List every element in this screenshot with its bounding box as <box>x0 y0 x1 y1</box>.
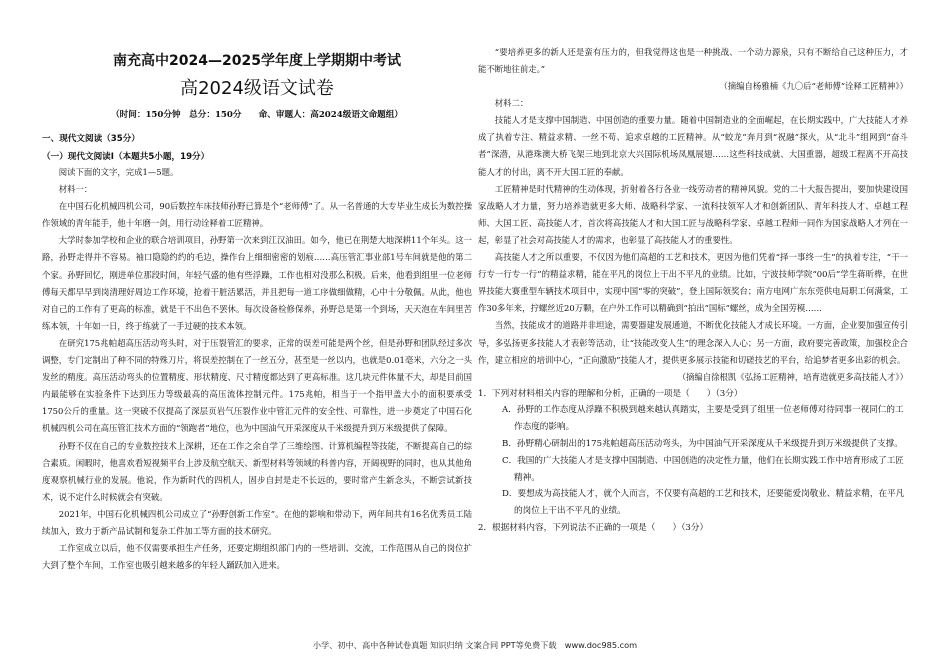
option-d[interactable] <box>500 486 908 520</box>
option-text: 孙野的工作态度从浮躁不积极到越来越认真踏实，主要是受到了组里一位老师傅对待同事一视同仁的工作态度的影响。 <box>514 405 904 433</box>
exam-title: 南充高中2024—2025学年度上学期期中考试 <box>113 53 401 69</box>
material2-paragraph: 工匠精神是时代精神的生动体现，折射着各行各业一线劳动者的精神风貌。党的二十大报告提出，要加快建设国家战略人才力量，努力培养造就更多大师、战略科学家、一流科技领军人才和创新团队、青年科技人才、卓越工程师、大国工匠、高技能人才，首次将高技能人才和大国工匠与战略科学家、卓越工程师一同作为国家战略人才列在一起，彰显了社会对高技能人才的需求，也彰显了高技能人才的重要性。 <box>478 183 908 245</box>
material2-source: （摘编自徐根凯《弘扬工匠精神，培育造就更多高技能人才》） <box>677 371 908 382</box>
question-2-stem: 2．根据材料内容，下列说法不正确的一项是（ ）（3分） <box>478 523 709 534</box>
option-text: 孙野精心研制出的175兆帕超高压活动弯头，为中国油气开采深度从千米级提升到万米级提供了支撑。 <box>516 439 903 450</box>
question-1-stem: 1．下列对材料相关内容的理解和分析，正确的一项是（ ）（3分） <box>478 388 743 399</box>
question-1-options <box>478 402 908 520</box>
material1-paragraph: 2021年，中国石化机械四机公司成立了“孙野创新工作室”。在他的影响和带动下，两年间共有16名优秀员工陆续加入，致力于新产品试制和复杂工件加工等方面的技术研究。 <box>42 508 472 536</box>
right-column <box>478 0 908 671</box>
material2-paragraph: 技能人才是支撑中国制造、中国创造的重要力量。随着中国制造业的全面崛起，在长期实践中，广大技能人才养成了执着专注、精益求精、一丝不苟、追求卓越的工匠精神。从“蛟龙”奔月到“祝融”探火，从“北斗”组网到“奋斗者”深潜，从港珠澳大桥飞架三地到北京大兴国际机场凤凰展翅……这些科技成就、大国重器，超级工程离不开高技能人才的付出，离不开大国工匠的奉献。 <box>478 115 908 177</box>
exam-meta: （时间：150分钟 总分：150分 命、审题人：高2024级语文命题组） <box>111 110 403 120</box>
quote-source: （摘编自杨雅楠《九〇后“老师傅”诠释工匠精神》） <box>719 81 908 92</box>
section-heading: 一、现代文阅读（35分） <box>42 134 140 144</box>
option-c[interactable] <box>500 453 908 487</box>
option-text: 我国的广大技能人才是支撑中国制造、中国创造的决定性力量，他们在长期实践工作中培育形成了工匠精神。 <box>514 455 904 483</box>
material1-paragraph: 孙野不仅在自己的专业数控技术上深耕，还在工作之余自学了三维绘图、计算机编程等技能，不断提高自己的综合素质。闲暇时，他喜欢看短视频平台上涉及航空航天、新型材料等领域的科普内容，开阔视野的同时，也从其他角度观察机械行业的发展。他说，作为新时代的四机人，固步自封是走不长远的，要时常产生新念头，不断尝试新技术，说不定什么时候就会有突破。 <box>42 440 472 502</box>
option-label: C． <box>502 455 518 466</box>
section-subheading: （一）现代文阅读Ⅰ（本题共5小题，19分） <box>42 152 210 162</box>
material-label: 材料二： <box>494 98 529 109</box>
option-text: 要想成为高技能人才，就个人而言，不仅要有高超的工艺和技术，还要能爱岗敬业、精益求精，在平凡的岗位上干出不平凡的业绩。 <box>514 489 905 517</box>
material1-paragraph: 在研究175兆帕超高压活动弯头时，对于压裂管汇的要求，正常的误差可能是两个丝，但是孙野和团队经过多次调整，专门定制出了种不同的特殊刀片，将误差控制在了一丝五分，甚至是一丝以内，也就是0.01毫米，六分之一头发丝的精度。高压活动弯头的位置精度、形状精度、尺寸精度都达到了更高标准。这几块元件体量不大，却是目前国内最能够在实验条件下达到压力等级最高的高压流体控制元件。175兆帕，相当于一个指甲盖大小的面积要承受1750公斤的重量。这一突破不仅提高了深层页岩气压裂作业中管汇元件的安全性、可靠性，进一步奠定了中国石化机械四机公司在高压管汇技术方面的“领跑者”地位，也为中国油气开采深度从千米级提升到万米级提供了保障。 <box>42 337 472 434</box>
option-label: B． <box>502 439 517 450</box>
material-label: 材料一： <box>58 184 93 195</box>
option-label: A． <box>502 405 517 416</box>
footer-text: 小学、初中、高中各种试卷真题 知识归纳 文案合同 PPT等免费下载 www.doc985.com <box>312 640 638 650</box>
material1-paragraph: 工作室成立以后，他不仅需要承担生产任务，还要定期组织部门内的一些培训、交流，工作范围从自己的岗位扩大到了整个车间，工作室也吸引越来越多的年轻人踊跃加入进来。 <box>42 543 472 571</box>
exam-subtitle: 高2024级语文试卷 <box>180 78 334 99</box>
left-column <box>42 0 472 671</box>
option-b[interactable] <box>500 436 908 453</box>
material1-paragraph: 在中国石化机械四机公司，90后数控车床技师孙野已算是个“老师傅”了。从一名普通的大专毕业生成长为数控操作领域的青年能手，他十年磨一剑，用行动诠释着工匠精神。 <box>42 201 472 229</box>
option-a[interactable] <box>500 402 908 436</box>
material2-paragraph: 高技能人才之所以重要，不仅因为他们高超的工艺和技术，更因为他们凭着“择一事终一生”的执着专注，“干一行专一行专一行”的精益求精，能在平凡的岗位上干出不平凡的业绩。比如，宁波技师学院“00后”学生蒋昕桦，在世界技能大赛重型车辆技术项目中，实现中国“零的突破”，登上国际领奖台；南方电网广东东莞供电局职工何满棠，工作30多年来，拧螺丝近20万颗，在户外工作可以精确到“拍出”国标”螺丝，成为全国劳模…… <box>478 252 908 314</box>
option-label: D． <box>502 489 518 500</box>
material1-paragraph: 大学时参加学校和企业的联合培训项目，孙野第一次来到江汉油田。如今，他已在荆楚大地深耕11个年头。这一路，孙野走得并不容易。袖口隐隐约约的毛边，操作台上细细密密的划痕……高压管汇事业部1号车间就是他的第二个家。孙野回忆，刚进单位那段时间，年轻气盛的他有些浮躁，工作也相对没那么积极。后来，他看到组里一位老师傅每天都早早到岗清理好周边工作环境，抢着干脏活累活，并且把每一道工序做细做精，心中十分敬佩。从此，他也对自己的工作有了更高的标准，就是干不出色不罢休。每次设备检修保养，孙野总是第一个到场，天天泡在车间里苦练本领，十年如一日，终于练就了一手过硬的技术本领。 <box>42 235 472 331</box>
quote-paragraph: “要培养更多的新人还是蛮有压力的，但我觉得这也是一种挑战、一个动力源泉，只有不断给自己这种压力，才能不断地往前走。” <box>478 47 908 75</box>
material2-paragraph: 当然，技能成才的道路并非坦途，需要器建发展通道，不断优化技能人才成长环境。一方面，企业要加强宣传引导，多弘扬更多技能人才表彰等活动，让“技能改变人生”的理念深入人心；另一方面，政府要完善政策，加强校企合作，建立相应的培训中心，“正向激励”技能人才，提供更多展示技能和切磋技艺的平台，给追梦者更多出彩的机会。 <box>478 320 908 365</box>
reading-intro: 阅读下面的文字，完成1—5题。 <box>58 167 179 177</box>
